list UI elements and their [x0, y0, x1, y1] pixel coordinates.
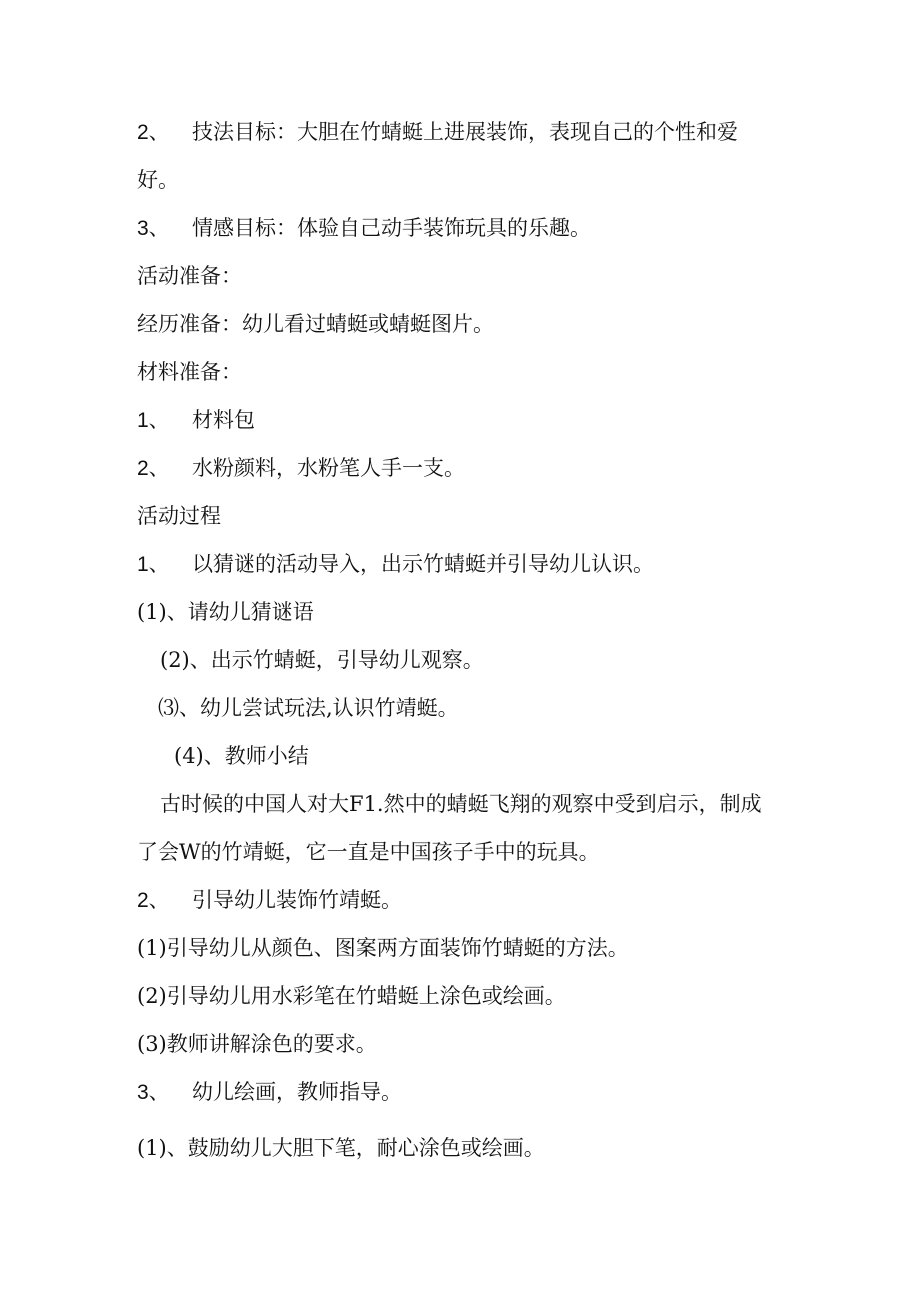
line-text: 水粉颜料，水粉笔人手一支。	[192, 456, 465, 480]
text-line	[158, 693, 459, 723]
text-line	[137, 597, 314, 627]
line-text: 经历准备：幼儿看过蜻蜓或蜻蜓图片。	[137, 312, 494, 336]
line-text: 了会W的竹靖蜓，它一直是中国孩子手中的玩具。	[137, 840, 600, 864]
line-text: 活动过程	[137, 504, 221, 528]
text-line	[137, 309, 494, 339]
text-line	[160, 645, 484, 675]
line-text: (3)教师讲解涂色的要求。	[137, 1032, 377, 1056]
text-line	[137, 837, 600, 867]
line-text: ⑶、幼儿尝试玩法,认识竹靖蜓。	[158, 696, 459, 720]
list-number: 3、	[137, 217, 170, 240]
section-heading	[137, 501, 221, 531]
text-line	[137, 1029, 377, 1059]
text-line	[137, 213, 591, 244]
line-text: 材料包	[192, 408, 255, 432]
line-text: 幼儿绘画，教师指导。	[192, 1080, 402, 1104]
line-text: 活动准备：	[137, 264, 242, 288]
line-text: 情感目标：体验自己动手装饰玩具的乐趣。	[192, 216, 591, 240]
line-text: 引导幼儿装饰竹靖蜓。	[192, 888, 402, 912]
list-number: 3、	[137, 1081, 170, 1104]
text-line	[137, 1077, 402, 1108]
line-text: (1)、鼓励幼儿大胆下笔，耐心涂色或绘画。	[137, 1136, 545, 1160]
list-number: 1、	[137, 409, 170, 432]
list-number: 2、	[137, 889, 170, 912]
line-text: 技法目标：大胆在竹蜻蜓上进展装饰，表现自己的个性和爱	[192, 120, 738, 144]
text-line	[174, 741, 309, 771]
line-text: (4)、教师小结	[174, 744, 309, 768]
line-text: (2)引导幼儿用水彩笔在竹蜡蜓上涂色或绘画。	[137, 984, 566, 1008]
line-text: 好。	[137, 168, 179, 192]
line-text: 古时候的中国人对大F1.然中的蜻蜓飞翔的观察中受到启示，制成	[160, 792, 762, 816]
text-line	[160, 789, 762, 819]
line-text: (2)、出示竹蜻蜓，引导幼儿观察。	[160, 648, 484, 672]
section-heading	[137, 261, 242, 291]
line-text: 材料准备：	[137, 360, 242, 384]
section-heading	[137, 357, 242, 387]
text-line	[137, 405, 255, 436]
line-text: (1)、请幼儿猜谜语	[137, 600, 314, 624]
text-line	[137, 933, 629, 963]
list-number: 1、	[137, 553, 170, 576]
text-line	[137, 1133, 545, 1163]
text-line	[137, 165, 179, 195]
text-line	[137, 549, 654, 580]
line-text: 以猜谜的活动导入，出示竹蜻蜓并引导幼儿认识。	[192, 552, 654, 576]
list-number: 2、	[137, 121, 170, 144]
text-line	[137, 885, 402, 916]
text-line	[137, 453, 465, 484]
list-number: 2、	[137, 457, 170, 480]
text-line	[137, 117, 738, 148]
text-line	[137, 981, 566, 1011]
line-text: (1)引导幼儿从颜色、图案两方面装饰竹蜻蜓的方法。	[137, 936, 629, 960]
